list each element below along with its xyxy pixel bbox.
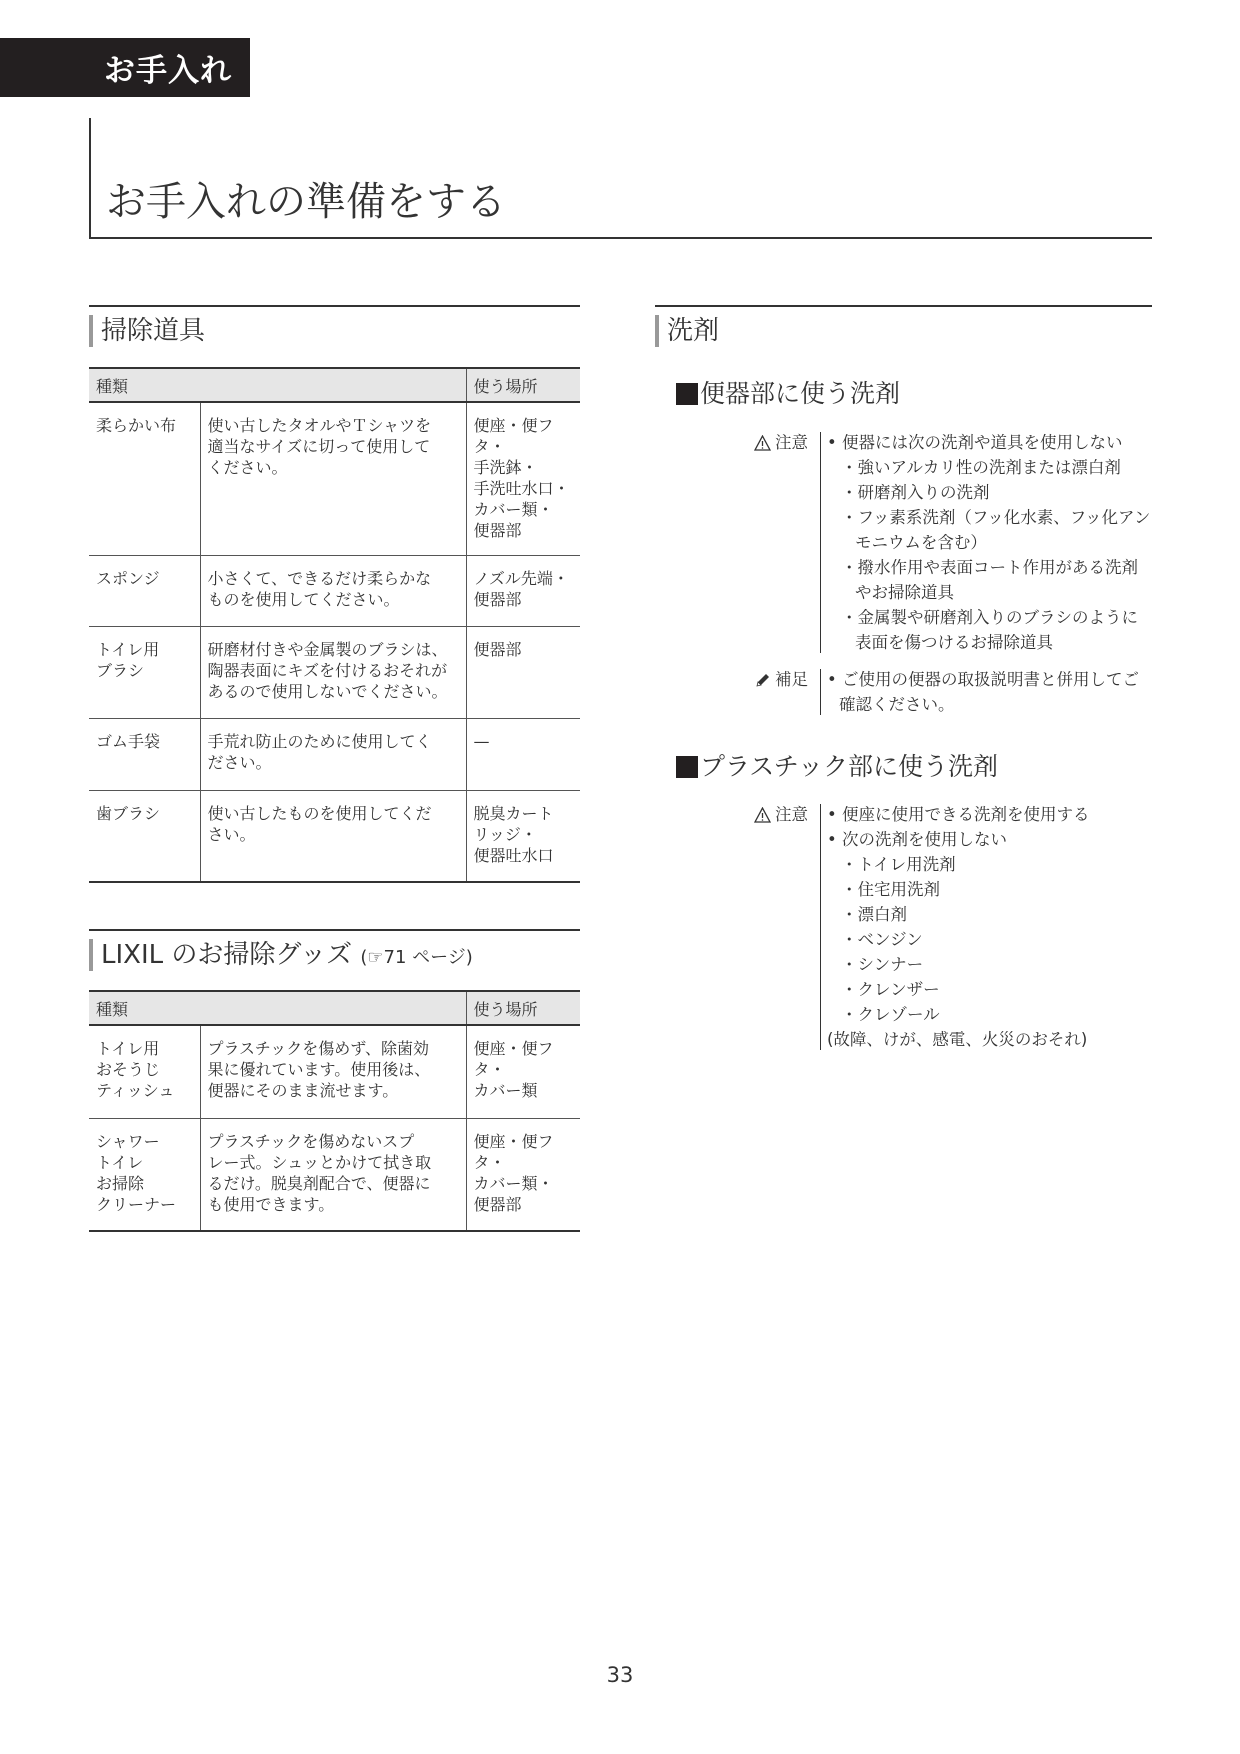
caution-label: 注意: [775, 433, 808, 452]
warning-triangle-icon: [754, 435, 771, 451]
tool-place: 便器部: [466, 627, 580, 719]
table-row: [89, 1118, 580, 1231]
pencil-icon: [755, 672, 771, 688]
table-row: [89, 719, 580, 791]
tool-name: 柔らかい布: [89, 402, 200, 556]
title-rule-horizontal: [89, 237, 1152, 239]
table-row: [89, 402, 580, 556]
toilet-bowl-supplement: [775, 667, 1150, 717]
caution-item: ・ ベンジン: [827, 927, 1150, 952]
goods-name: シャワー トイレ お掃除 クリーナー: [89, 1118, 200, 1231]
plastic-detergent-title: プラスチック部に使う洗剤: [700, 752, 999, 781]
toilet-bowl-caution: [775, 430, 1151, 655]
note-rule: [820, 432, 821, 653]
table-row: [89, 791, 580, 882]
goods-place: 便座・便フタ・ カバー類: [466, 1025, 580, 1118]
caution-item-continued: やお掃除道具: [855, 583, 954, 602]
header-place: 使う場所: [466, 991, 580, 1025]
caution-bullet: • 便座に使用できる洗剤を使用する: [827, 802, 1150, 827]
header-type: 種類: [89, 991, 466, 1025]
tool-name: スポンジ: [89, 556, 200, 627]
cleaning-tools-heading: [89, 305, 580, 345]
section-rule: [89, 929, 580, 931]
tool-desc: 小さくて、できるだけ柔らかな ものを使用してください。: [200, 556, 466, 627]
supplement-text: • ご使用の便器の取扱説明書と併用してご: [827, 667, 1150, 692]
caution-bullet: • 次の洗剤を使用しない: [827, 827, 1150, 852]
tool-name: 歯ブラシ: [89, 791, 200, 882]
lixil-goods-table: [89, 990, 580, 1232]
tool-desc: 研磨材付きや金属製のブラシは、 陶器表面にキズを付けるおそれが あるので使用しないでください。: [200, 627, 466, 719]
detergent-heading: [655, 305, 1152, 345]
square-bullet-icon: [676, 383, 698, 405]
table-row: [89, 627, 580, 719]
goods-desc: プラスチックを傷めないスプ レー式。シュッとかけて拭き取 るだけ。脱臭剤配合で、便器に も使用できます。: [200, 1118, 466, 1231]
caution-item: ・ トイレ用洗剤: [827, 852, 1150, 877]
note-rule: [820, 669, 821, 715]
toilet-bowl-detergent-heading: [676, 377, 900, 411]
cleaning-tools-title: 掃除道具: [101, 316, 206, 346]
tool-desc: 手荒れ防止のために使用してく ださい。: [200, 719, 466, 791]
tool-name: ゴム手袋: [89, 719, 200, 791]
supplement-text-continued: 確認ください。: [839, 695, 955, 714]
table-row: [89, 556, 580, 627]
table-header-row: [89, 991, 580, 1025]
caution-marker: [754, 430, 808, 455]
caution-item: ・ 金属製や研磨剤入りのブラシのように: [827, 605, 1150, 630]
caution-item: ・ クレンザー: [827, 977, 1150, 1002]
caution-item: ・ フッ素系洗剤（フッ化水素、フッ化アン: [827, 505, 1150, 530]
lixil-goods-title: [101, 937, 473, 976]
note-rule: [820, 804, 821, 1050]
toilet-bowl-detergent-title: 便器部に使う洗剤: [700, 379, 901, 408]
chapter-tab: お手入れ: [0, 38, 250, 97]
caution-item: ・ 研磨剤入りの洗剤: [827, 480, 1150, 505]
supplement-label: 補足: [775, 670, 808, 689]
header-type: 種類: [89, 368, 466, 402]
plastic-detergent-heading: [676, 750, 998, 784]
caution-item-continued: 表面を傷つけるお掃除道具: [855, 633, 1053, 652]
caution-item: ・ クレゾール: [827, 1002, 1150, 1027]
caution-footer: (故障、けが、感電、火災のおそれ): [827, 1030, 1088, 1049]
supplement-marker: [755, 667, 808, 692]
warning-triangle-icon: [754, 807, 771, 823]
tool-name: トイレ用 ブラシ: [89, 627, 200, 719]
tool-desc: 使い古したものを使用してくだ さい。: [200, 791, 466, 882]
goods-place: 便座・便フタ・ カバー類・ 便器部: [466, 1118, 580, 1231]
tool-place: 脱臭カート リッジ・ 便器吐水口: [466, 791, 580, 882]
title-rule-vertical: [89, 118, 91, 238]
section-rule: [655, 305, 1152, 307]
page-title: お手入れの準備をする: [106, 179, 506, 225]
section-rule: [89, 305, 580, 307]
lixil-goods-heading: [89, 929, 580, 969]
detergent-title: 洗剤: [667, 316, 720, 346]
section-bar: [89, 939, 93, 971]
caution-item: ・ 撥水作用や表面コート作用がある洗剤: [827, 555, 1150, 580]
section-bar: [89, 315, 93, 347]
page-reference-link[interactable]: (☞71 ページ): [360, 947, 473, 968]
caution-bullet: • 便器には次の洗剤や道具を使用しない: [827, 430, 1150, 455]
tool-place: —: [466, 719, 580, 791]
caution-marker: [754, 802, 808, 827]
caution-item: ・ シンナー: [827, 952, 1150, 977]
page-number: 33: [606, 1663, 634, 1687]
caution-item-continued: モニウムを含む）: [855, 533, 987, 552]
lixil-goods-title-text: LIXIL のお掃除グッズ: [101, 940, 353, 970]
goods-desc: プラスチックを傷めず、除菌効 果に優れています。使用後は、 便器にそのまま流せます。: [200, 1025, 466, 1118]
caution-label: 注意: [775, 805, 808, 824]
tool-place: ノズル先端・ 便器部: [466, 556, 580, 627]
header-place: 使う場所: [466, 368, 580, 402]
section-bar: [655, 315, 659, 347]
plastic-caution: [775, 802, 1150, 1052]
table-row: [89, 1025, 580, 1118]
caution-item: ・ 強いアルカリ性の洗剤または漂白剤: [827, 455, 1150, 480]
goods-name: トイレ用 おそうじ ティッシュ: [89, 1025, 200, 1118]
caution-item: ・ 住宅用洗剤: [827, 877, 1150, 902]
tool-desc: 使い古したタオルやＴシャツを 適当なサイズに切って使用して ください。: [200, 402, 466, 556]
caution-item: ・ 漂白剤: [827, 902, 1150, 927]
cleaning-tools-table: [89, 367, 580, 883]
tool-place: 便座・便フタ・ 手洗鉢・ 手洗吐水口・ カバー類・ 便器部: [466, 402, 580, 556]
table-header-row: [89, 368, 580, 402]
square-bullet-icon: [676, 756, 698, 778]
